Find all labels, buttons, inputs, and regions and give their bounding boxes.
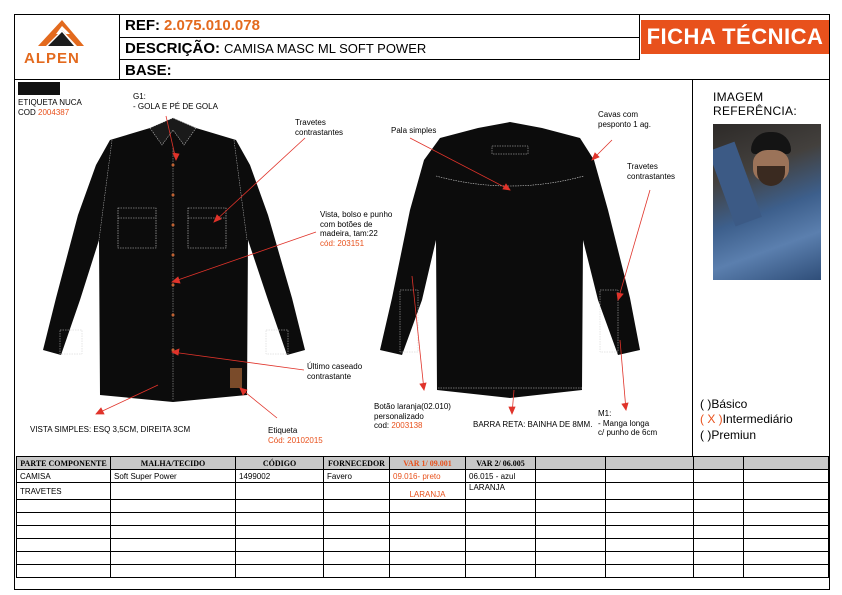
table-cell: LARANJA bbox=[390, 483, 466, 500]
table-row bbox=[17, 565, 829, 578]
ref-value: 2.075.010.078 bbox=[164, 17, 260, 34]
table-row bbox=[17, 526, 829, 539]
nuca-label-icon bbox=[18, 82, 60, 95]
vista-annotation bbox=[320, 210, 392, 248]
botao-cod-value: 2003138 bbox=[391, 421, 423, 431]
table-cell: CAMISA bbox=[17, 470, 111, 483]
back-shirt-drawing bbox=[380, 122, 640, 398]
description-label: DESCRIÇÃO: bbox=[125, 40, 221, 57]
column-header: VAR 2/ 06.005 bbox=[466, 457, 536, 470]
reference-title: IMAGEM REFERÊNCIA: bbox=[713, 90, 797, 118]
level-premiun bbox=[700, 428, 756, 442]
botao-line2: personalizado bbox=[374, 411, 424, 421]
travetes-front-line1: Travetes bbox=[295, 118, 326, 127]
barra-annotation: BARRA RETA: BAINHA DE 8MM. bbox=[473, 420, 593, 429]
base-label: BASE: bbox=[125, 62, 172, 79]
level-mark: ( ) bbox=[700, 428, 712, 442]
table-row bbox=[17, 500, 829, 513]
vista-line1: Vista, bolso e punho bbox=[320, 210, 393, 219]
ultimo-line2: contrastante bbox=[307, 371, 352, 381]
nuca-cod-value: 2004387 bbox=[38, 107, 70, 117]
vista-line2: com botões de bbox=[320, 219, 373, 229]
table-header-row bbox=[17, 457, 829, 470]
cavas-annotation bbox=[598, 110, 651, 129]
reference-photo bbox=[713, 124, 821, 280]
table-row bbox=[17, 483, 829, 500]
table-row bbox=[17, 470, 829, 483]
etiqueta-annotation bbox=[268, 426, 323, 445]
table-cell: 06.015 - azul bbox=[466, 470, 536, 483]
nuca-cod-label: COD bbox=[18, 107, 36, 117]
ultimo-line1: Último caseado bbox=[307, 362, 363, 371]
etiqueta-title: Etiqueta bbox=[268, 426, 298, 435]
table-cell: TRAVETES bbox=[17, 483, 111, 500]
table-cell: 09.016- preto bbox=[390, 470, 466, 483]
level-label: Intermediário bbox=[722, 412, 793, 426]
level-label: Premiun bbox=[711, 428, 757, 442]
column-header: MALHA/TECIDO bbox=[111, 457, 236, 470]
g1-annotation bbox=[133, 92, 218, 111]
m1-title: M1: bbox=[598, 409, 612, 418]
ref-label: REF: bbox=[125, 17, 160, 34]
column-header: CÓDIGO bbox=[236, 457, 324, 470]
g1-title: G1: bbox=[133, 92, 146, 101]
column-header: VAR 1/ 09.001 bbox=[390, 457, 466, 470]
botao-cod-label: cod: bbox=[374, 421, 390, 431]
front-shirt-drawing bbox=[43, 118, 305, 402]
etiqueta-code: Cód: 20102015 bbox=[268, 435, 323, 445]
m1-annotation bbox=[598, 409, 657, 438]
level-mark: ( ) bbox=[700, 397, 712, 411]
m1-line1: - Manga longa bbox=[598, 418, 650, 428]
table-row bbox=[17, 552, 829, 565]
table-row bbox=[17, 539, 829, 552]
cavas-line2: pesponto 1 ag. bbox=[598, 119, 651, 129]
vista-code: cód: 203151 bbox=[320, 238, 365, 248]
nuca-annotation bbox=[18, 98, 82, 117]
travetes-front-annotation bbox=[295, 118, 343, 137]
nuca-title: ETIQUETA NUCA bbox=[18, 98, 82, 107]
table-cell: Soft Super Power bbox=[111, 470, 236, 483]
travetes-back-line1: Travetes bbox=[627, 162, 658, 171]
g1-text: - GOLA E PÉ DE GOLA bbox=[133, 101, 218, 111]
table-row bbox=[17, 513, 829, 526]
description-value: CAMISA MASC ML SOFT POWER bbox=[224, 41, 427, 56]
botao-annotation bbox=[374, 402, 451, 431]
cavas-line1: Cavas com bbox=[598, 110, 639, 119]
level-mark: ( X ) bbox=[700, 412, 723, 426]
travetes-back-line2: contrastantes bbox=[627, 171, 676, 181]
m1-line2: c/ punho de 6cm bbox=[598, 428, 658, 438]
travetes-front-line2: contrastantes bbox=[295, 127, 344, 137]
column-header: FORNECEDOR bbox=[324, 457, 390, 470]
pala-annotation: Pala simples bbox=[391, 126, 437, 135]
column-header: PARTE COMPONENTE bbox=[17, 457, 111, 470]
ultimo-caseado-annotation bbox=[307, 362, 362, 381]
level-label: Básico bbox=[711, 397, 748, 411]
table-cell: Favero bbox=[324, 470, 390, 483]
botao-line1: Botão laranja(02.010) bbox=[374, 402, 451, 411]
vista-line3: madeira, tam:22 bbox=[320, 229, 378, 239]
table-cell: LARANJA bbox=[466, 483, 536, 500]
level-intermediario bbox=[700, 412, 793, 426]
components-table bbox=[16, 456, 829, 578]
travetes-back-annotation bbox=[627, 162, 675, 181]
level-basico bbox=[700, 397, 747, 411]
vista-simples-annotation: VISTA SIMPLES: ESQ 3,5CM, DIREITA 3CM bbox=[30, 425, 191, 434]
sheet-title: FICHA TÉCNICA bbox=[641, 20, 830, 54]
table-cell: 1499002 bbox=[236, 470, 324, 483]
logo-text: ALPEN bbox=[24, 50, 80, 67]
